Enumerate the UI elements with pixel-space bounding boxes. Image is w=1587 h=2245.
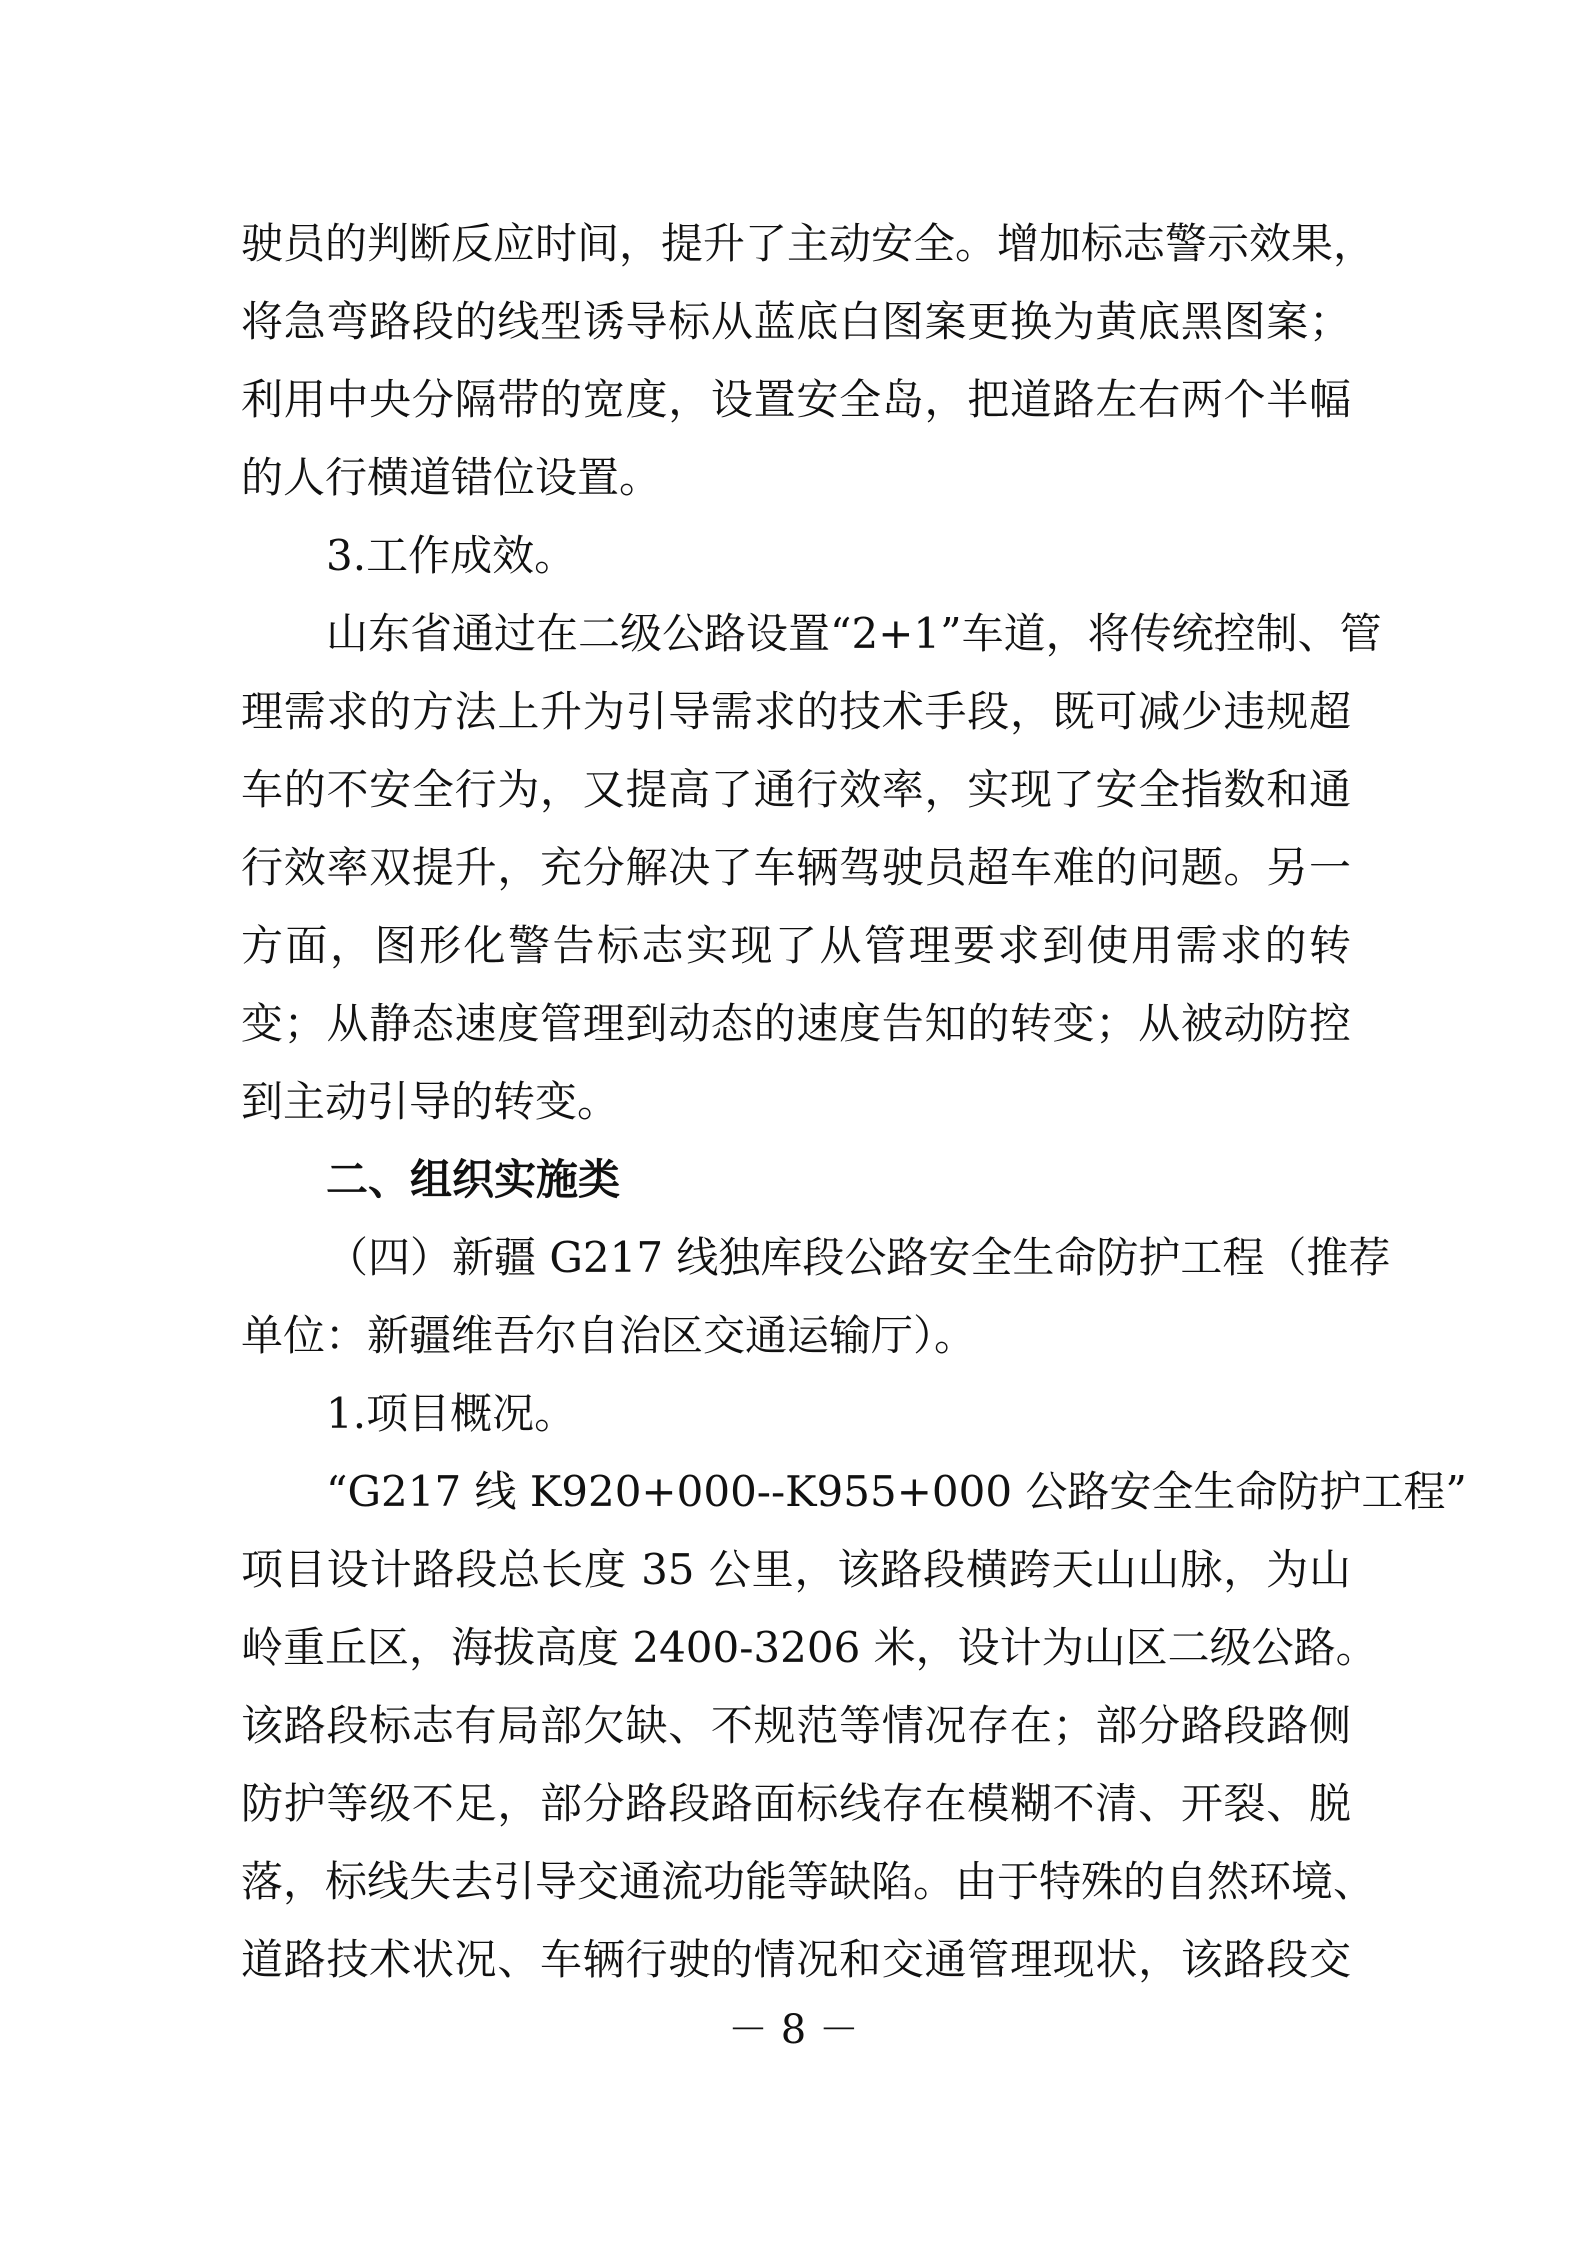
page-number: － 8 － (728, 2007, 859, 2053)
text-line-17: “G217 线 K920+000--K955+000 公路安全生命防护工程” (326, 1467, 1467, 1516)
text-line-21: 防护等级不足，部分路段路面标线存在模糊不清、开裂、脱 (241, 1779, 1351, 1828)
text-line-20: 该路段标志有局部欠缺、不规范等情况存在；部分路段路侧 (241, 1701, 1351, 1750)
text-line-18: 项目设计路段总长度 35 公里，该路段横跨天山山脉，为山 (241, 1545, 1351, 1594)
text-line-4: 的人行横道错位设置。 (241, 453, 662, 502)
text-line-3: 利用中央分隔带的宽度，设置安全岛，把道路左右两个半幅 (241, 375, 1351, 424)
section-heading-2: 二、组织实施类 (326, 1155, 621, 1204)
text-line-1: 驶员的判断反应时间，提升了主动安全。增加标志警示效果， (241, 219, 1376, 268)
text-line-2: 将急弯路段的线型诱导标从蓝底白图案更换为黄底黑图案； (241, 297, 1351, 346)
text-line-11: 变；从静态速度管理到动态的速度告知的转变；从被动防控 (241, 999, 1351, 1048)
section-heading-3: 3.工作成效。 (326, 531, 577, 580)
text-line-7: 理需求的方法上升为引导需求的技术手段，既可减少违规超 (241, 687, 1351, 736)
text-line-6: 山东省通过在二级公路设置“2+1”车道，将传统控制、管 (326, 609, 1382, 658)
section-heading-1: 1.项目概况。 (326, 1389, 577, 1438)
text-line-12: 到主动引导的转变。 (241, 1077, 620, 1126)
text-line-23: 道路技术状况、车辆行驶的情况和交通管理现状，该路段交 (241, 1935, 1351, 1984)
text-line-8: 车的不安全行为，又提高了通行效率，实现了安全指数和通 (241, 765, 1351, 814)
text-line-9: 行效率双提升，充分解决了车辆驾驶员超车难的问题。另一 (241, 843, 1351, 892)
text-line-14: （四）新疆 G217 线独库段公路安全生命防护工程（推荐 (326, 1233, 1391, 1282)
text-line-15: 单位：新疆维吾尔自治区交通运输厅）。 (241, 1311, 977, 1360)
text-line-19: 岭重丘区，海拔高度 2400-3206 米，设计为山区二级公路。 (241, 1623, 1378, 1672)
text-line-22: 落，标线失去引导交通流功能等缺陷。由于特殊的自然环境、 (241, 1857, 1376, 1906)
text-line-10: 方面，图形化警告标志实现了从管理要求到使用需求的转 (241, 921, 1351, 970)
